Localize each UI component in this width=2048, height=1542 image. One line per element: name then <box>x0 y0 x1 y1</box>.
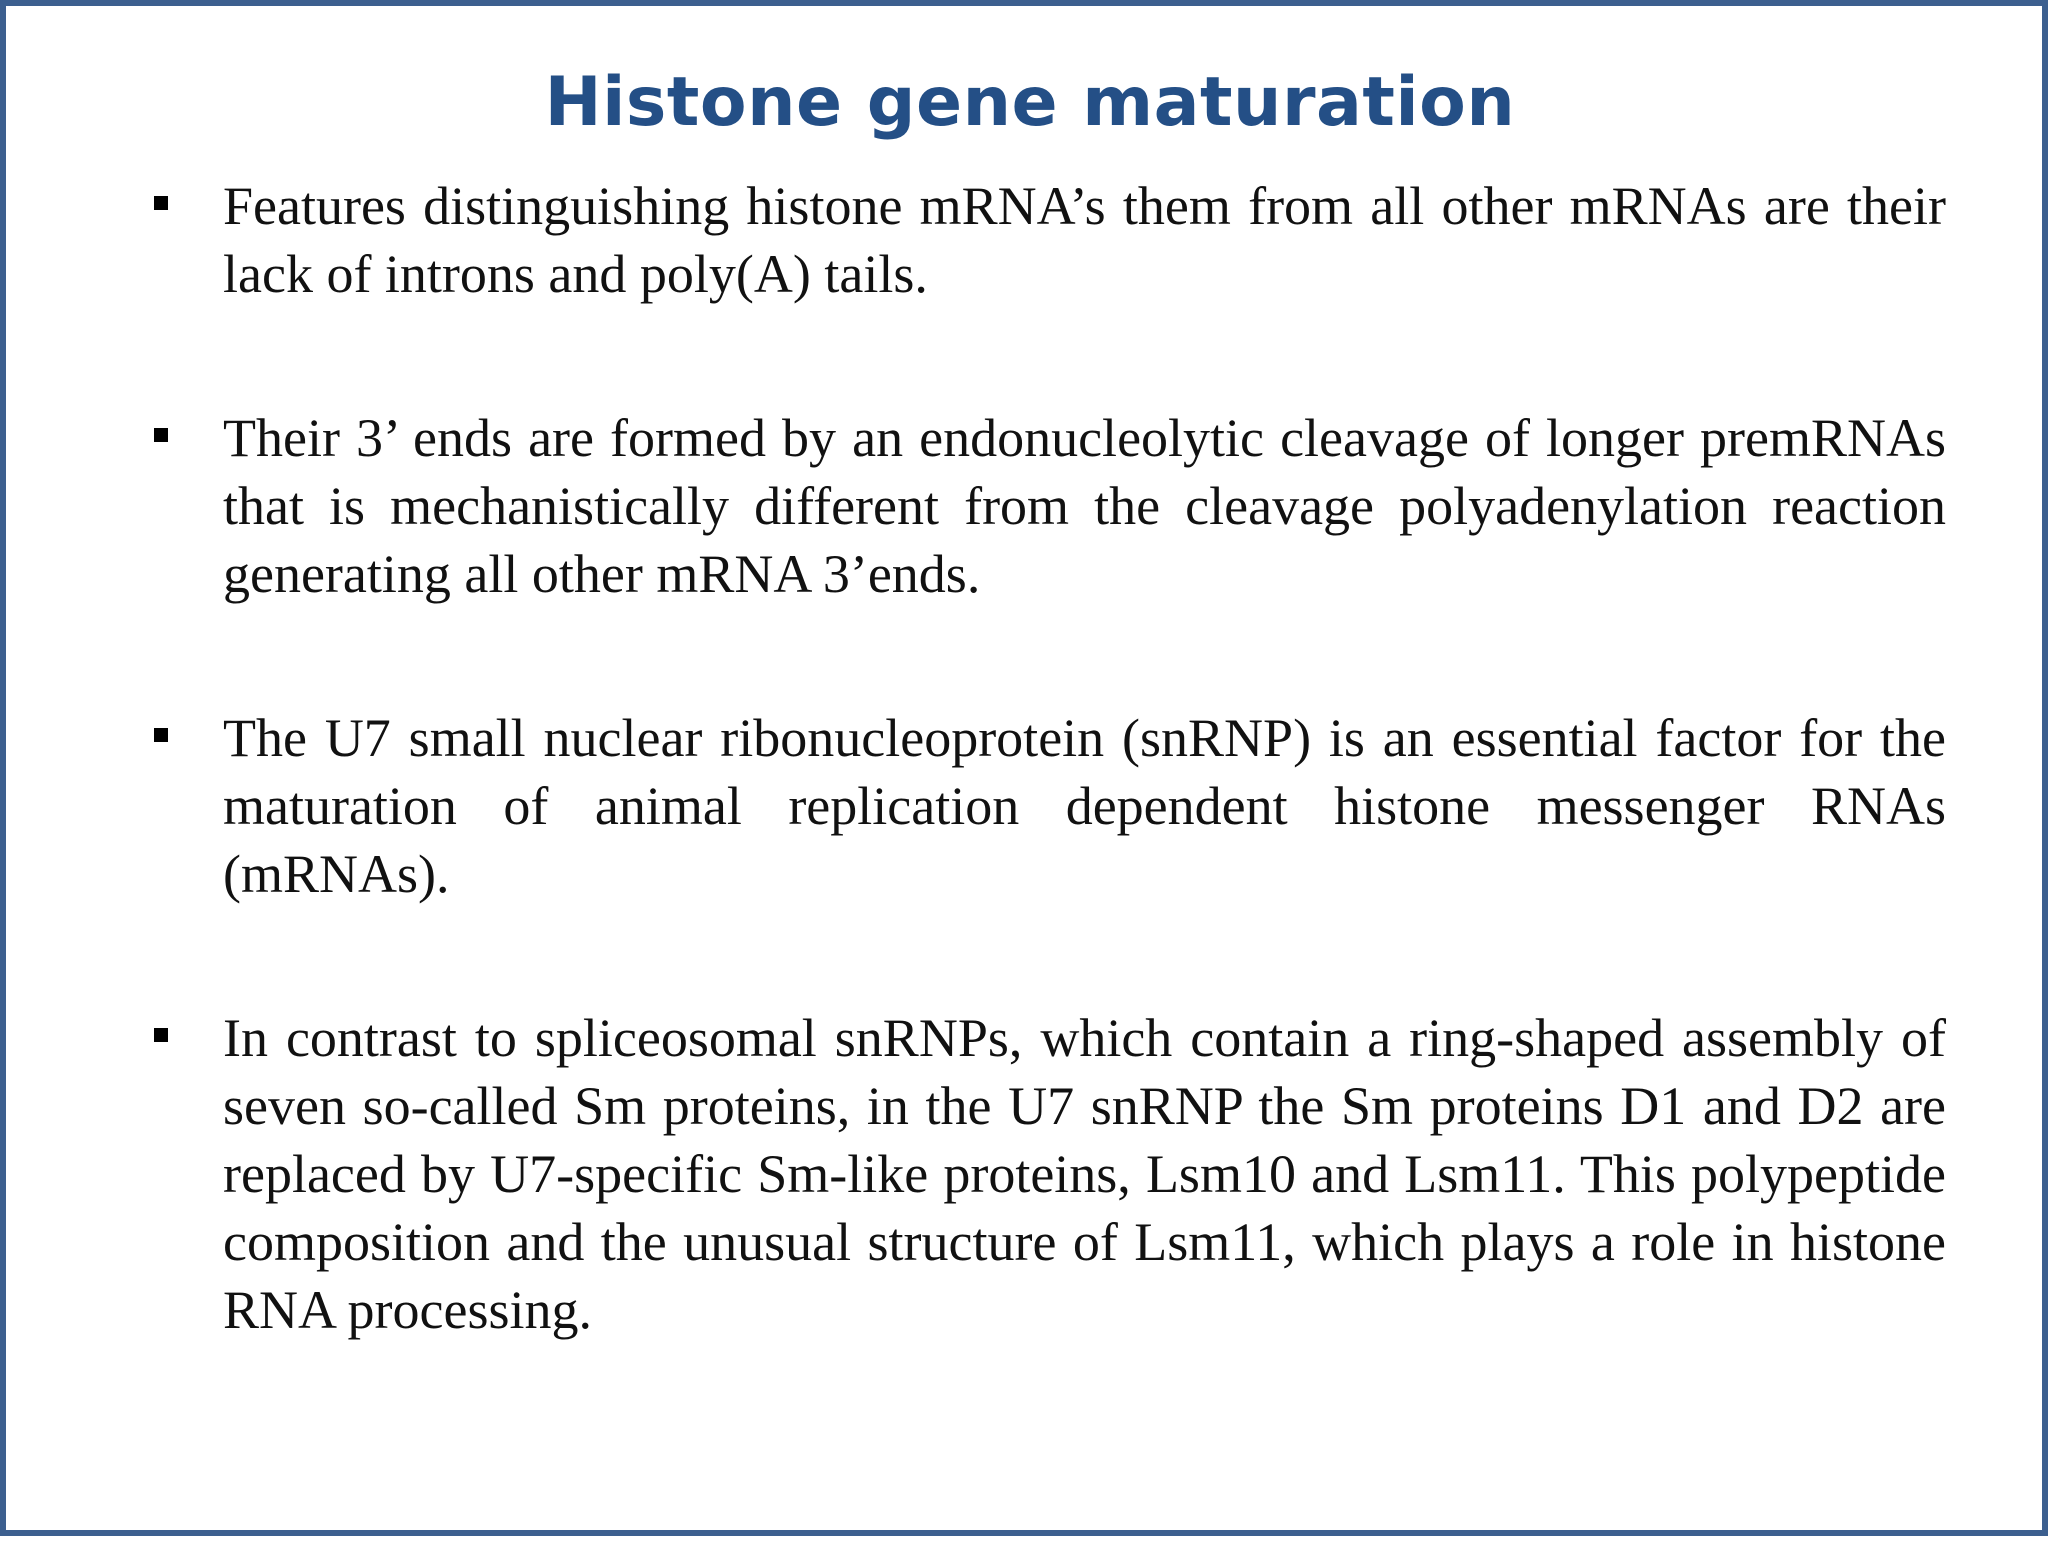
square-bullet-icon <box>154 428 168 442</box>
bullet-text: In contrast to spliceosomal snRNPs, which contain a ring-shaped assembly of seven so-called Sm proteins, in the U7 snRNP the Sm proteins D1 and D2 are replaced by U7-specific Sm-like proteins, Lsm10 and Lsm11. This polypeptide composition and the unusual structure of Lsm11, which plays a role in histone RNA processing. <box>223 1008 1946 1340</box>
bullet-text: Their 3’ ends are formed by an endonucleolytic cleavage of longer premRNAs that is mechanistically different from the cleavage polyadenylation reaction generating all other mRNA 3’ends. <box>223 408 1946 604</box>
bullet-text: The U7 small nuclear ribonucleoprotein (snRNP) is an essential factor for the maturation of animal replication dependent histone messenger RNAs (mRNAs). <box>223 708 1946 904</box>
square-bullet-icon <box>154 1028 168 1042</box>
bullet-list <box>6 6 2048 1542</box>
slide-title: Histone gene maturation <box>544 63 1516 142</box>
square-bullet-icon <box>154 728 168 742</box>
square-bullet-icon <box>154 196 168 210</box>
bullet-text: Features distinguishing histone mRNA’s them from all other mRNAs are their lack of introns and poly(A) tails. <box>223 176 1946 304</box>
